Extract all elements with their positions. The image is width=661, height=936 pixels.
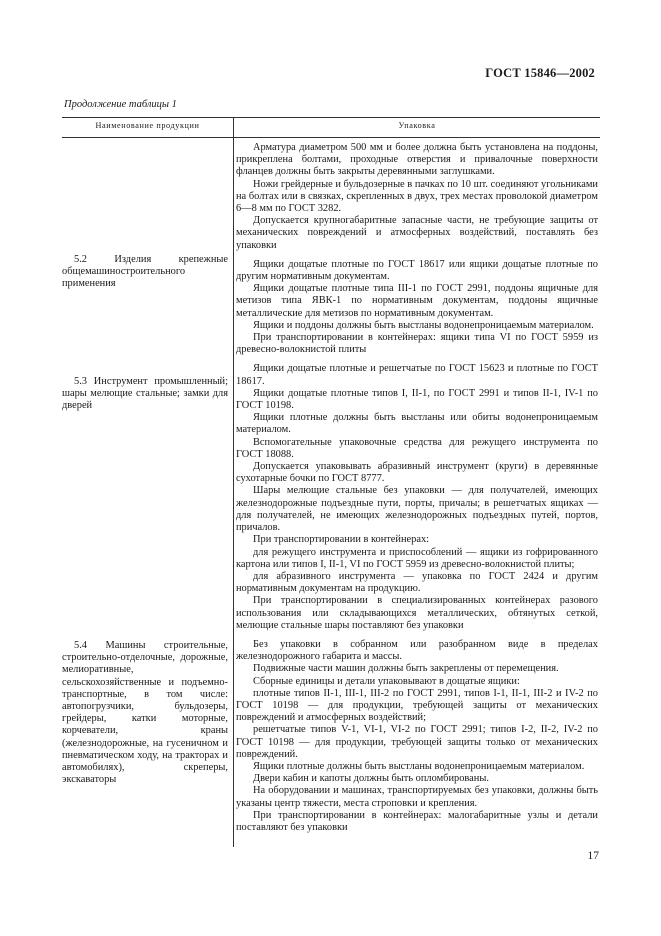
packaging-paragraph: Вспомогательные упаковочные средства для режущего инструмента по ГОСТ 18088. (236, 436, 598, 460)
packaging-paragraph: На оборудовании и машинах, транспортируемых без упаковки, должны быть указаны центр тяжести, места строповки и крепления. (236, 785, 598, 809)
table-column-divider (233, 117, 234, 847)
packaging-group-5-3 (236, 363, 598, 631)
packaging-paragraph: Сборные единицы и детали упаковывают в дощатые ящики: (253, 675, 520, 687)
packaging-paragraph: Подвижные части машин должны быть закреплены от перемещения. (253, 663, 559, 675)
packaging-paragraph: При транспортировании в контейнерах: ящики типа VI по ГОСТ 5959 из древесно-волокнистой плиты (236, 332, 598, 356)
packaging-paragraph: Ящики дощатые плотные и решетчатые по ГОСТ 15623 и плотные по ГОСТ 18617. (236, 363, 598, 387)
packaging-column (236, 142, 598, 834)
product-entry-5-3: 5.3 Инструмент промышленный; шары мелющие стальные; замки для дверей (62, 376, 228, 412)
packaging-paragraph: Допускается крупногабаритные запасные части, не требующие защиты от механических повреждений и атмосферных воздействий, поставлять без упаковки (236, 215, 598, 251)
packaging-group-5-4 (236, 639, 598, 834)
column-header-product: Наименование продукции (95, 121, 200, 130)
product-entry-5-4: 5.4 Машины строительные, строительно-отделочные, дорожные, мелиоративные, сельскохозяйственные и подъемно-транспортные, в том числе: автопогрузчики, бульдозеры, грейдеры, катки моторные, корчеватели, краны (железнодорожные, на гусеничном и пневматическом ходу, на тракторах и автомобилях), скреперы, экскаваторы (62, 640, 228, 786)
packaging-paragraph: плотные типов II-1, III-1, III-2 по ГОСТ 2991, типов I-1, II-1, III-2 и IV-2 по ГОСТ 10198 — для продукции, требующей защиты от механических повреждений и атмосферных воздействий; (236, 687, 598, 724)
packaging-paragraph: для режущего инструмента и приспособлений — ящики из гофрированного картона или типов I, II-1, VI по ГОСТ 5959 из древесно-волокнистой плиты; (236, 546, 598, 570)
packaging-paragraph: Допускается упаковывать абразивный инструмент (круги) в деревянные сухотарные бочки по ГОСТ 8777. (236, 461, 598, 485)
document-code: ГОСТ 15846—2002 (485, 66, 595, 80)
packaging-group-armature (236, 142, 598, 252)
packaging-paragraph: Двери кабин и капоты должны быть опломбированы. (253, 773, 489, 785)
packaging-paragraph: Без упаковки в собранном или разобранном виде в пределах железнодорожного габарита и массы. (236, 638, 598, 663)
column-header-packaging: Упаковка (398, 121, 436, 130)
packaging-paragraph: Ножи грейдерные и бульдозерные в пачках по 10 шт. соединяют угольниками на болтах или в связках, скрепленных в двух, трех местах проволокой диаметром 6—8 мм по ГОСТ 3282. (236, 178, 598, 215)
packaging-paragraph: Ящики и поддоны должны быть выстланы водонепроницаемым материалом. (253, 319, 594, 331)
table-continuation-label: Продолжение таблицы 1 (64, 99, 177, 110)
packaging-group-5-2 (236, 259, 598, 357)
packaging-paragraph: Ящики дощатые плотные типа III-1 по ГОСТ 2991, поддоны ящичные для метизов типа ЯВК-1 по нормативным документам, поддоны ящичные металлические для метизов по нормативным документам. (236, 283, 598, 319)
packaging-paragraph: Ящики дощатые плотные типов I, II-1, по ГОСТ 2991 и типов II-1, IV-1 по ГОСТ 10198. (236, 387, 598, 412)
page-number: 17 (587, 850, 599, 862)
packaging-paragraph: При транспортировании в специализированных контейнерах разового использования или складывающихся металлических, обтянутых сеткой, мелющие стальные шары поставляют без упаковки (236, 595, 598, 631)
packaging-paragraph: Ящики плотные должны быть выстланы водонепроницаемым материалом. (253, 760, 585, 772)
packaging-paragraph: Шары мелющие стальные без упаковки — для получателей, имеющих железнодорожные подъездные пути, порты, причалы; в решетчатых ящиках — для получателей, не имеющих железнодорожных подъездных путей, портов, причалов. (236, 485, 598, 534)
packaging-paragraph: При транспортировании в контейнерах: малогабаритные узлы и детали поставляют без упаковки (236, 809, 598, 833)
product-entry-5-2: 5.2 Изделия крепежные общемашиностроительного применения (62, 254, 228, 290)
packaging-paragraph: Ящики дощатые плотные по ГОСТ 18617 или ящики дощатые плотные по другим нормативным документам. (236, 258, 598, 283)
packaging-paragraph: Ящики плотные должны быть выстланы или обиты водонепроницаемым материалом. (236, 412, 598, 436)
packaging-paragraph: для абразивного инструмента — упаковка по ГОСТ 2424 и другим нормативным документам на продукцию. (236, 570, 598, 595)
packaging-paragraph: При транспортировании в контейнерах: (253, 534, 430, 546)
table-top-rule (62, 117, 600, 118)
table-header-rule (62, 137, 600, 138)
packaging-paragraph: решетчатые типов V-1, VI-1, VI-2 по ГОСТ 2991; типов I-2, II-2, IV-2 по ГОСТ 10198 — для продукции, требующей защиты только от механических повреждений. (236, 724, 598, 760)
packaging-paragraph: Арматура диаметром 500 мм и более должна быть установлена на поддоны, прикреплена болтами, проходные отверстия и привалочные поверхности фланцев должны быть закрыты деревянными заглушками. (236, 142, 598, 178)
